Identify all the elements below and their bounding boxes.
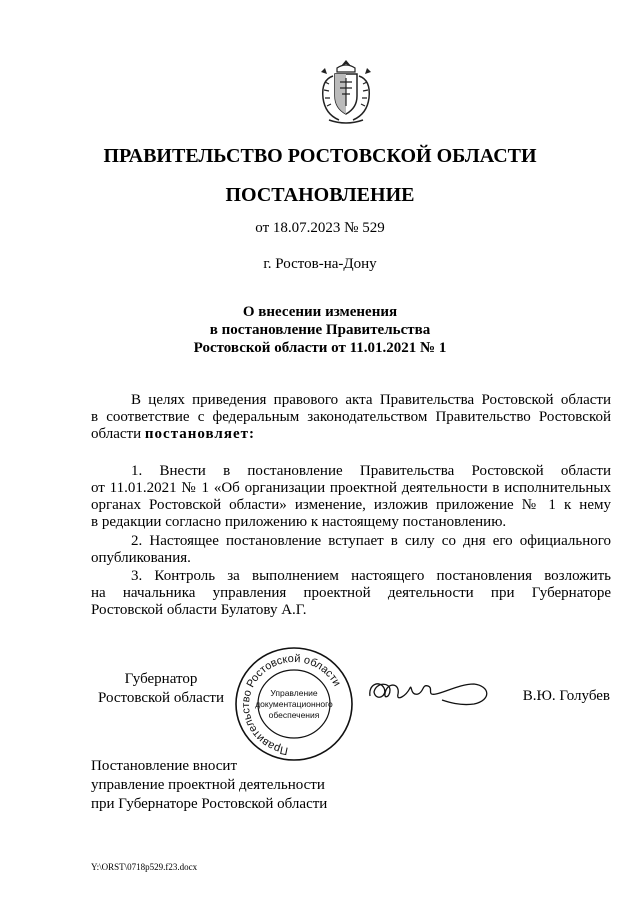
signatory-title — [91, 670, 231, 708]
document-subject — [0, 303, 640, 357]
text-line: 1. Внести в постановление Правительства Ростовской области — [131, 463, 611, 479]
item-3-paragraph — [91, 568, 611, 619]
subject-line: Ростовской области от 11.01.2021 № 1 — [193, 340, 447, 356]
text-line: Ростовской области Булатову А.Г. — [91, 602, 307, 618]
document-type: ПОСТАНОВЛЕНИЕ — [225, 184, 415, 206]
subject-line: в постановление Правительства — [209, 322, 431, 338]
text-line: на начальника управления проектной деятельности при Губернаторе — [91, 585, 611, 601]
signatory-title-line: Губернатор — [124, 671, 198, 687]
stamp-inner-text: Управление — [270, 688, 318, 698]
subject-line: О внесении изменения — [242, 304, 398, 320]
text-line: 3. Контроль за выполнением настоящего постановления возложить — [131, 568, 611, 584]
text-line: в редакции согласно приложению к настоящему постановлению. — [91, 514, 507, 530]
text-line: опубликования. — [91, 550, 191, 566]
text-line: 2. Настоящее постановление вступает в силу со дня его официального — [131, 533, 611, 549]
note-line: при Губернаторе Ростовской области — [91, 796, 328, 812]
note-line: управление проектной деятельности — [91, 777, 325, 793]
stamp-ring-text: Правительство Ростовской области — [240, 652, 343, 757]
preamble-paragraph — [91, 392, 611, 443]
text-line — [91, 426, 611, 443]
item-2-paragraph — [91, 533, 611, 567]
date-number: от 18.07.2023 № 529 — [255, 220, 385, 236]
decree-keyword: постановляет: — [144, 426, 255, 442]
coat-of-arms-emblem — [315, 58, 377, 126]
signatory-name: В.Ю. Голубев — [522, 688, 610, 704]
signatory-title-line: Ростовской области — [98, 690, 224, 706]
note-line: Постановление вносит — [91, 758, 238, 774]
city: г. Ростов-на-Дону — [263, 256, 377, 272]
file-path: Y:\ORST\0718p529.f23.docx — [91, 862, 198, 872]
org-title: ПРАВИТЕЛЬСТВО РОСТОВСКОЙ ОБЛАСТИ — [103, 145, 537, 167]
text-line: от 11.01.2021 № 1 «Об организации проектной деятельности в исполнительных — [91, 480, 611, 496]
official-stamp — [226, 644, 362, 764]
text-fragment: области — [91, 426, 142, 442]
stamp-inner-text: обеспечения — [268, 710, 320, 720]
item-1-paragraph — [91, 463, 611, 531]
stamp-inner-text: документационного — [255, 699, 333, 709]
text-line: В целях приведения правового акта Правительства Ростовской области — [131, 392, 611, 408]
text-line: в соответствие с федеральным законодательством Правительство Ростовской — [91, 409, 611, 425]
submitted-by-note — [91, 757, 327, 814]
text-line: органах Ростовской области» изменение, изложив приложение № 1 к нему — [91, 497, 611, 513]
